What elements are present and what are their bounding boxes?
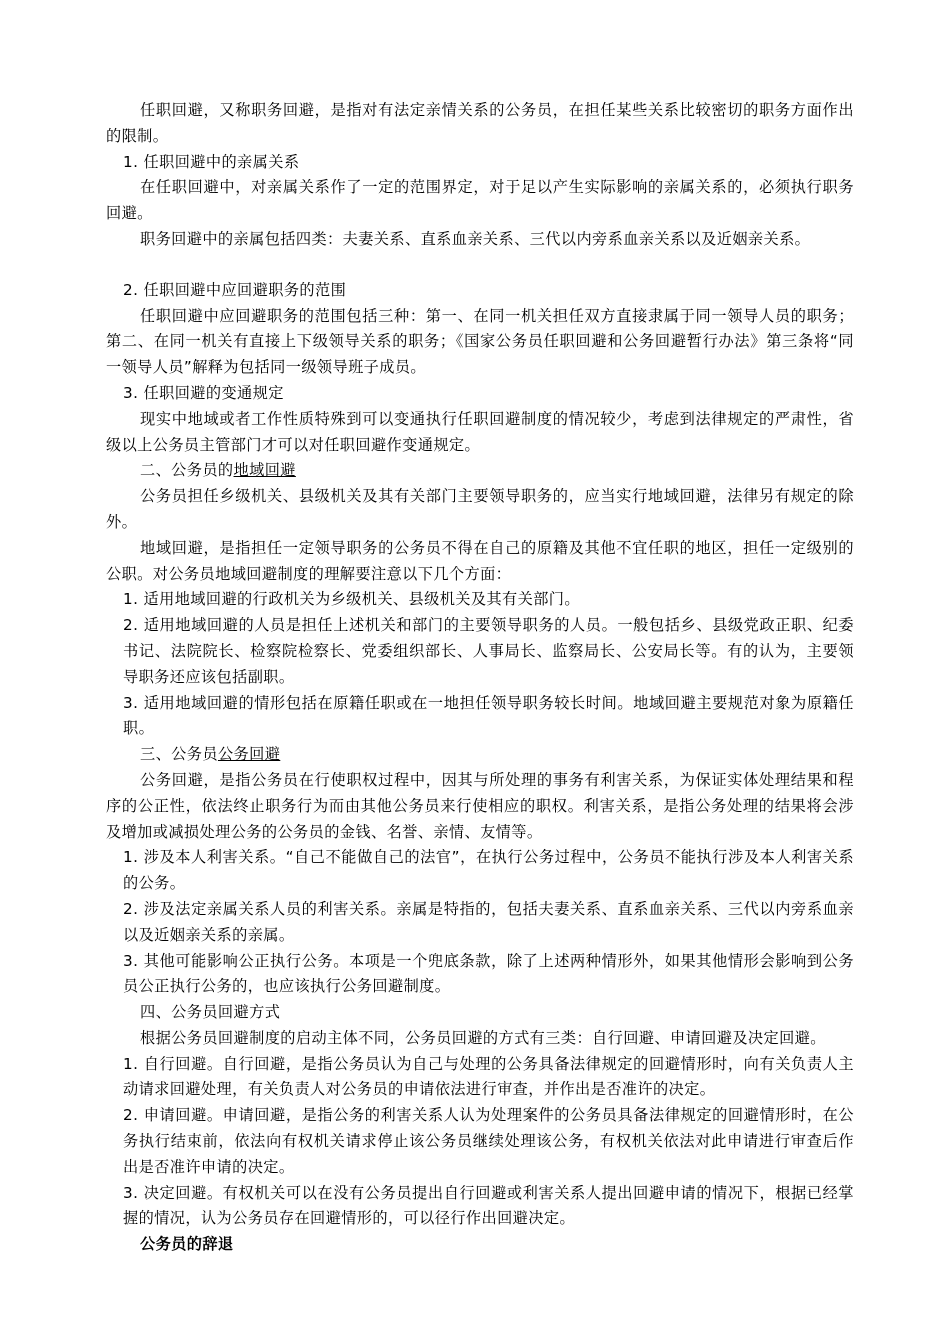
list-number: 3. <box>123 951 139 970</box>
paragraph: 公务员担任乡级机关、县级机关及其有关部门主要领导职务的，应当实行地域回避，法律另有规定的除外。 <box>106 487 854 531</box>
list-item <box>106 613 854 690</box>
list-text: 其他可能影响公正执行公务。本项是一个兜底条款，除了上述两种情形外，如果其他情形会影响到公务员公正执行公务的，也应该执行公务回避制度。 <box>123 951 855 996</box>
paragraph: 职务回避中的亲属包括四类：夫妻关系、直系血亲关系、三代以内旁系血亲关系以及近姻亲关系。 <box>140 229 811 248</box>
list-text: 适用地域回避的人员是担任上述机关和部门的主要领导职务的人员。一般包括乡、县级党政正职、纪委书记、法院院长、检察院检察长、党委组织部长、人事局长、监察局长、公安局长等。有的认为，主要领导职务还应该包括副职。 <box>123 616 855 686</box>
heading-link[interactable]: 地域回避 <box>233 461 296 480</box>
paragraph: 任职回避中应回避职务的范围包括三种：第一、在同一机关担任双方直接隶属于同一领导人员的职务；第二、在同一机关有直接上下级领导关系的职务；《国家公务员任职回避和公务回避暂行办法》第三条将“同一领导人员”解释为包括同一级领导班子成员。 <box>106 306 854 377</box>
list-text: 任职回避的变通规定 <box>143 383 284 402</box>
list-text: 适用地域回避的行政机关为乡级机关、县级机关及其有关部门。 <box>143 590 580 609</box>
list-number: 2. <box>123 1106 139 1125</box>
list-number: 2. <box>123 899 139 918</box>
section-heading: 四、公务员回避方式 <box>140 1003 281 1022</box>
list-text: 涉及法定亲属关系人员的利害关系。亲属是特指的，包括夫妻关系、直系血亲关系、三代以内旁系血亲以及近姻亲关系的亲属。 <box>123 899 855 944</box>
paragraph: 公务回避，是指公务员在行使职权过程中，因其与所处理的事务有利害关系，为保证实体处理结果和程序的公正性，依法终止职务行为而由其他公务员来行使相应的职权。利害关系，是指公务处理的结果将会涉及增加或减损处理公务的公务员的金钱、名誉、亲情、友情等。 <box>106 770 854 841</box>
heading-link[interactable]: 公务回避 <box>217 745 281 764</box>
list-item <box>106 587 854 613</box>
list-text: 申请回避。申请回避，是指公务的利害关系人认为处理案件的公务员具备法律规定的回避情形时，在公务执行结束前，依法向有权机关请求停止该公务员继续处理该公务，有权机关依法对此申请进行审查后作出是否准许申请的决定。 <box>123 1106 855 1176</box>
heading-text: 二、公务员的 <box>140 461 234 480</box>
list-item <box>106 691 854 743</box>
list-item <box>106 1052 854 1104</box>
list-item <box>106 1181 854 1233</box>
document-page <box>106 98 854 1258</box>
paragraph: 现实中地域或者工作性质特殊到可以变通执行任职回避制度的情况较少，考虑到法律规定的严肃性，省级以上公务员主管部门才可以对任职回避作变通规定。 <box>106 409 854 454</box>
paragraph: 在任职回避中，对亲属关系作了一定的范围界定，对于足以产生实际影响的亲属关系的，必须执行职务回避。 <box>106 178 854 223</box>
list-number: 1. <box>123 848 139 867</box>
list-item <box>106 1103 854 1180</box>
list-item <box>106 150 854 176</box>
section-heading <box>106 458 854 484</box>
list-number: 3. <box>123 1183 139 1202</box>
list-item <box>106 897 854 949</box>
paragraph: 任职回避，又称职务回避，是指对有法定亲情关系的公务员，在担任某些关系比较密切的职务方面作出的限制。 <box>106 101 854 145</box>
list-item <box>106 278 854 304</box>
list-text: 任职回避中的亲属关系 <box>143 152 300 171</box>
paragraph: 地域回避，是指担任一定领导职务的公务员不得在自己的原籍及其他不宜任职的地区，担任一定级别的公职。对公务员地域回避制度的理解要注意以下几个方面： <box>106 538 854 583</box>
list-text: 涉及本人利害关系。“自己不能做自己的法官”，在执行公务过程中，公务员不能执行涉及本人利害关系的公务。 <box>123 848 854 893</box>
list-number: 1. <box>123 1054 139 1073</box>
heading-text: 三、公务员 <box>140 745 218 764</box>
list-number: 1. <box>123 152 139 171</box>
list-text: 自行回避。自行回避，是指公务员认为自己与处理的公务具备法律规定的回避情形时，向有关负责人主动请求回避处理，有关负责人对公务员的申请依法进行审查，并作出是否准许的决定。 <box>123 1054 855 1099</box>
list-number: 3. <box>123 383 139 402</box>
list-item <box>106 845 854 897</box>
list-item <box>106 949 854 1001</box>
list-text: 任职回避中应回避职务的范围 <box>143 280 347 299</box>
list-number: 2. <box>123 280 139 299</box>
list-number: 2. <box>123 616 139 635</box>
list-text: 决定回避。有权机关可以在没有公务员提出自行回避或利害关系人提出回避申请的情况下，根据已经掌握的情况，认为公务员存在回避情形的，可以径行作出回避决定。 <box>123 1183 855 1228</box>
section-title: 公务员的辞退 <box>140 1235 234 1254</box>
paragraph: 根据公务员回避制度的启动主体不同，公务员回避的方式有三类：自行回避、申请回避及决定回避。 <box>140 1028 826 1047</box>
section-heading <box>106 742 854 768</box>
list-item <box>106 381 854 407</box>
list-text: 适用地域回避的情形包括在原籍任职或在一地担任领导职务较长时间。地域回避主要规范对象为原籍任职。 <box>123 693 855 738</box>
list-number: 3. <box>123 693 139 712</box>
list-number: 1. <box>123 590 139 609</box>
